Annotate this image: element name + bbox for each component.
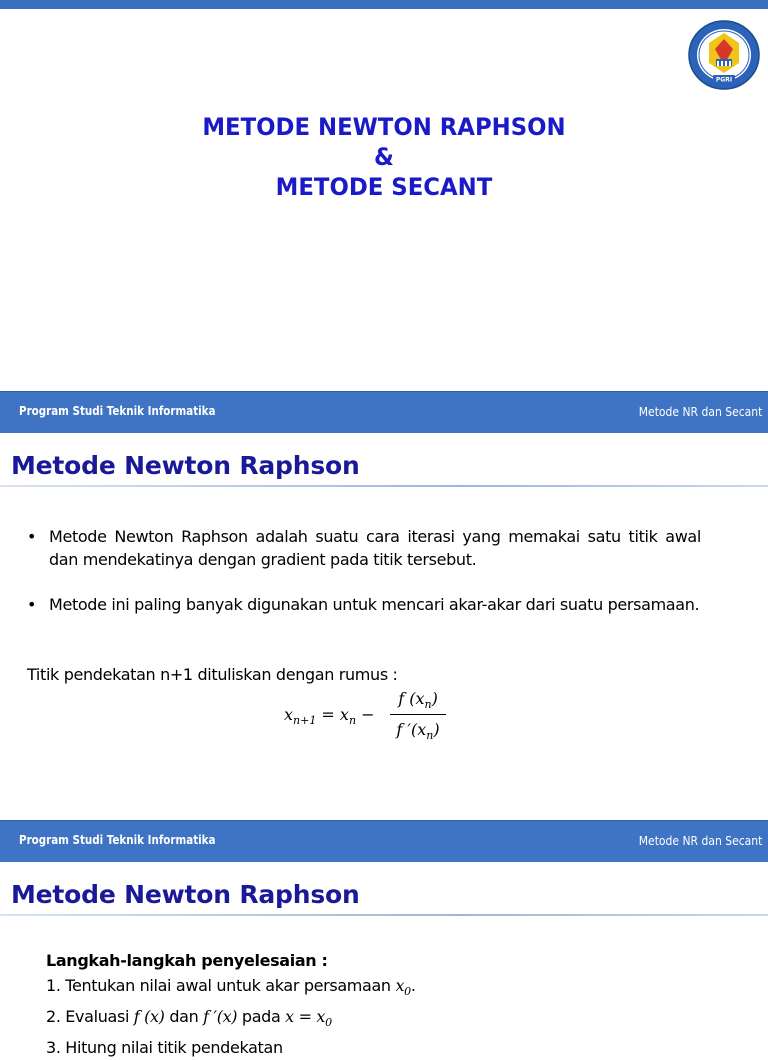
slide-heading: Metode Newton Raphson	[11, 880, 360, 909]
bullet-item	[27, 593, 701, 616]
slide-definition	[0, 433, 768, 821]
slide-footer	[0, 391, 768, 435]
steps-list	[46, 948, 746, 1060]
heading-divider	[0, 485, 768, 487]
university-logo-icon	[687, 19, 761, 91]
slide-steps	[0, 862, 768, 1058]
bullet-text: Metode ini paling banyak digunakan untuk mencari akar-akar dari suatu persamaan.	[49, 595, 700, 614]
formula-intro: Titik pendekatan n+1 dituliskan dengan rumus :	[27, 665, 398, 684]
formula-denominator: f $'(x_n)$	[396, 720, 440, 743]
step-item: 2. Evaluasi f (x) dan f ′(x) pada $x = x_0$	[46, 1007, 332, 1030]
step-item: 3. Hitung nilai titik pendekatan	[46, 1038, 283, 1058]
formula-fraction	[390, 687, 446, 742]
footer-topic: Metode NR dan Secant	[638, 834, 762, 848]
bullet-item	[27, 525, 701, 571]
title-line-1: METODE NEWTON RAPHSON	[202, 113, 566, 141]
footer-topic: Metode NR dan Secant	[638, 405, 762, 419]
bullet-icon: •	[27, 595, 37, 614]
bullet-text: Metode Newton Raphson adalah suatu cara iterasi yang memakai satu titik awal dan mendekatinya dengan gradient pada titik tersebut.	[49, 527, 701, 569]
formula-lhs: $x_{n+1} = x_n$ −	[284, 705, 375, 728]
footer-program-name: Program Studi Teknik Informatika	[19, 833, 216, 847]
step-item: 1. Tentukan nilai awal untuk akar persamaan $x_0$.	[46, 976, 416, 999]
top-accent-strip	[0, 0, 768, 9]
presentation-title	[0, 112, 768, 202]
title-line-3: METODE SECANT	[275, 173, 493, 201]
slide-title	[0, 9, 768, 391]
steps-heading: Langkah-langkah penyelesaian :	[46, 951, 328, 970]
heading-divider	[0, 914, 768, 916]
fraction-bar	[390, 714, 446, 715]
slide-footer	[0, 820, 768, 864]
bullet-icon: •	[27, 527, 37, 546]
formula-numerator: f $(x_n)$	[398, 689, 438, 712]
logo-label: PGRI	[715, 76, 733, 84]
bullet-list	[27, 525, 701, 638]
title-line-2: &	[374, 143, 394, 171]
newton-raphson-formula	[284, 687, 484, 743]
slide-heading: Metode Newton Raphson	[11, 451, 360, 480]
footer-program-name: Program Studi Teknik Informatika	[19, 404, 216, 418]
